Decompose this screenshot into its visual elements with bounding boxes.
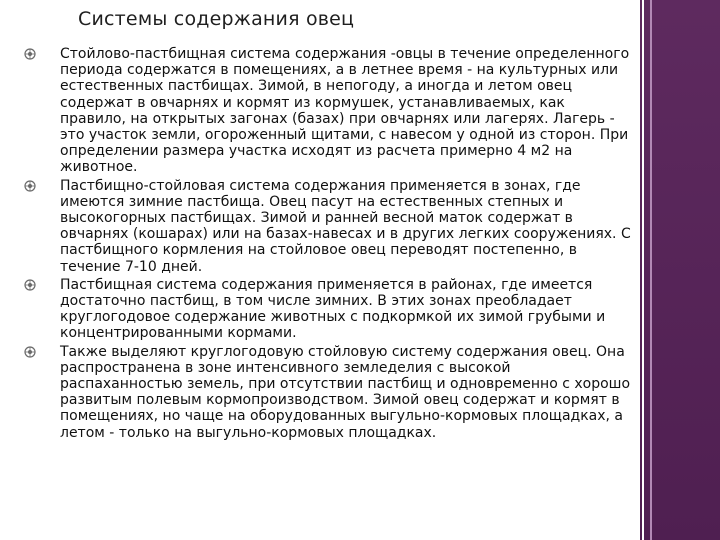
bullet-text: Также выделяют круглогодовую стойловую систему содержания овец. Она распространена в зоне интенсивного земледелия с высокой распаханностью земель, при отсутствии пастбищ и одновременно с хорошо развитым полевым кормопроизводством. Зимой овец содержат и кормят в помещениях, но чаще на оборудованных выгульно-кормовых площадках, а летом - только на выгульно-кормовых площадках. bbox=[60, 343, 631, 441]
slide-title: Системы содержания овец bbox=[78, 8, 355, 30]
sidebar-divider-line bbox=[642, 0, 644, 540]
decorative-sidebar bbox=[640, 0, 720, 540]
bullet-item bbox=[20, 277, 632, 342]
decorative-bullet-icon bbox=[24, 279, 36, 291]
bullet-item bbox=[20, 178, 632, 275]
bullet-item bbox=[20, 46, 632, 176]
decorative-bullet-icon bbox=[24, 346, 36, 358]
bullet-text: Пастбищно-стойловая система содержания применяется в зонах, где имеются зимние пастбища. Овец пасут на естественных степных и высокогорных пастбищах. Зимой и ранней весной маток содержат в овчарнях (кошарах) или на базах-навесах и в других легких сооружениях. С пастбищного кормления на стойловое овец переводят постепенно, в течение 7-10 дней. bbox=[60, 177, 631, 275]
bullet-list bbox=[20, 46, 632, 443]
bullet-text: Пастбищная система содержания применяется в районах, где имеется достаточно пастбищ, в том числе зимних. В этих зонах преобладает круглогодовое содержание животных с подкормкой их зимой грубыми и концентрированными кормами. bbox=[60, 276, 606, 342]
bullet-item bbox=[20, 344, 632, 441]
sidebar-accent-stripe bbox=[650, 0, 652, 540]
decorative-bullet-icon bbox=[24, 180, 36, 192]
bullet-text: Стойлово-пастбищная система содержания -овцы в течение определенного периода содержатся в помещениях, а в летнее время - на культурных или естественных пастбищах. Зимой, в непогоду, а иногда и летом овец содержат в овчарнях и кормят из кормушек, устанавливаемых, как правило, на открытых загонах (базах) при овчарнях или лагерях. Лагерь - это участок земли, огороженный щитами, с навесом у одной из сторон. При определении размера участка исходят из расчета примерно 4 м2 на животное. bbox=[60, 46, 630, 176]
decorative-bullet-icon bbox=[24, 48, 36, 60]
